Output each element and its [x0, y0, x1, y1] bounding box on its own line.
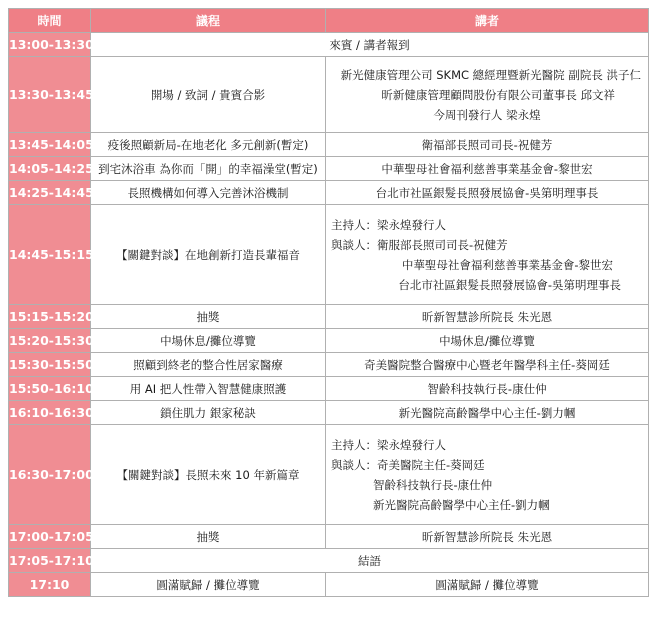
time-cell: 14:05-14:25: [9, 157, 91, 181]
time-cell: 15:15-15:20: [9, 305, 91, 329]
speaker-line: 主持人：梁永煌發行人: [331, 217, 446, 232]
session-cell: 中場休息/攤位導覽: [91, 329, 326, 353]
table-row: [9, 573, 649, 597]
time-cell: 13:45-14:05: [9, 133, 91, 157]
time-cell: 16:10-16:30: [9, 401, 91, 425]
time-cell: 13:00-13:30: [9, 33, 91, 57]
session-cell: 【關鍵對談】長照未來 10 年新篇章: [91, 425, 326, 525]
merged-cell: 來賓 / 講者報到: [91, 33, 649, 57]
table-row: [9, 549, 649, 573]
time-cell: 15:50-16:10: [9, 377, 91, 401]
table-row: [9, 525, 649, 549]
time-cell: 17:10: [9, 573, 91, 597]
speaker-cell: 昕新智慧診所院長 朱光恩: [326, 525, 649, 549]
speaker-line: 新光健康管理公司 SKMC 總經理暨新光醫院 副院長 洪子仁: [340, 67, 641, 82]
table-row: [9, 133, 649, 157]
speaker-line: 台北市社區銀髮長照發展協會-吳第明理事長: [398, 277, 621, 292]
time-cell: 13:30-13:45: [9, 57, 91, 133]
time-cell: 15:20-15:30: [9, 329, 91, 353]
speaker-cell: [326, 57, 649, 133]
speaker-cell: 中場休息/攤位導覽: [326, 329, 649, 353]
speaker-cell: 奇美醫院整合醫療中心暨老年醫學科主任-葵岡廷: [326, 353, 649, 377]
session-cell: 圓滿賦歸 / 攤位導覽: [91, 573, 326, 597]
table-row: [9, 181, 649, 205]
table-row: [9, 353, 649, 377]
header-row: [9, 9, 649, 33]
session-cell: 照顧到終老的整合性居家醫療: [91, 353, 326, 377]
speaker-cell: 中華聖母社會福利慈善事業基金會-黎世宏: [326, 157, 649, 181]
session-cell: 疫後照顧新局-在地老化 多元創新(暫定): [91, 133, 326, 157]
speaker-line: 中華聖母社會福利慈善事業基金會-黎世宏: [401, 257, 613, 272]
time-cell: 14:45-15:15: [9, 205, 91, 305]
time-cell: 17:00-17:05: [9, 525, 91, 549]
table-row: [9, 401, 649, 425]
speaker-line: 智齡科技執行長-康仕仲: [373, 477, 493, 492]
time-cell: 15:30-15:50: [9, 353, 91, 377]
agenda-table: [8, 8, 649, 597]
session-cell: 鎖住肌力 銀家秘訣: [91, 401, 326, 425]
table-row: [9, 57, 649, 133]
time-cell: 14:25-14:45: [9, 181, 91, 205]
table-row: [9, 329, 649, 353]
table-row: [9, 377, 649, 401]
table-row: [9, 33, 649, 57]
table-row: [9, 305, 649, 329]
speaker-line: 與談人：衛服部長照司司長-祝健芳: [331, 237, 508, 252]
session-cell: 開場 / 致詞 / 貴賓合影: [91, 57, 326, 133]
speaker-cell: 智齡科技執行長-康仕仲: [326, 377, 649, 401]
speaker-cell: [326, 425, 649, 525]
speaker-line: 新光醫院高齡醫學中心主任-劉力幗: [373, 497, 550, 512]
session-cell: 【關鍵對談】在地創新打造長輩福音: [91, 205, 326, 305]
header-time: 時間: [9, 9, 91, 33]
session-cell: 抽獎: [91, 525, 326, 549]
header-session: 議程: [91, 9, 326, 33]
speaker-line: 主持人：梁永煌發行人: [331, 437, 446, 452]
speaker-line: 與談人：奇美醫院主任-葵岡廷: [331, 457, 485, 472]
speaker-line: 今周刊發行人 梁永煌: [433, 107, 541, 122]
session-cell: 長照機構如何導入完善沐浴機制: [91, 181, 326, 205]
speaker-line: 昕新健康管理顧問股份有限公司董事長 邱文祥: [381, 87, 615, 102]
session-cell: 用 AI 把人性帶入智慧健康照護: [91, 377, 326, 401]
merged-cell: 結語: [91, 549, 649, 573]
speaker-cell: 新光醫院高齡醫學中心主任-劉力幗: [326, 401, 649, 425]
speaker-cell: 圓滿賦歸 / 攤位導覽: [326, 573, 649, 597]
time-cell: 16:30-17:00: [9, 425, 91, 525]
speaker-cell: 台北市社區銀髮長照發展協會-吳第明理事長: [326, 181, 649, 205]
time-cell: 17:05-17:10: [9, 549, 91, 573]
header-speaker: 講者: [326, 9, 649, 33]
session-cell: 抽獎: [91, 305, 326, 329]
speaker-cell: 昕新智慧診所院長 朱光恩: [326, 305, 649, 329]
table-row: [9, 157, 649, 181]
table-row: [9, 205, 649, 305]
table-row: [9, 425, 649, 525]
speaker-cell: 衛福部長照司司長-祝健芳: [326, 133, 649, 157]
session-cell: 到宅沐浴車 為你而「開」的幸福澡堂(暫定): [91, 157, 326, 181]
speaker-cell: [326, 205, 649, 305]
